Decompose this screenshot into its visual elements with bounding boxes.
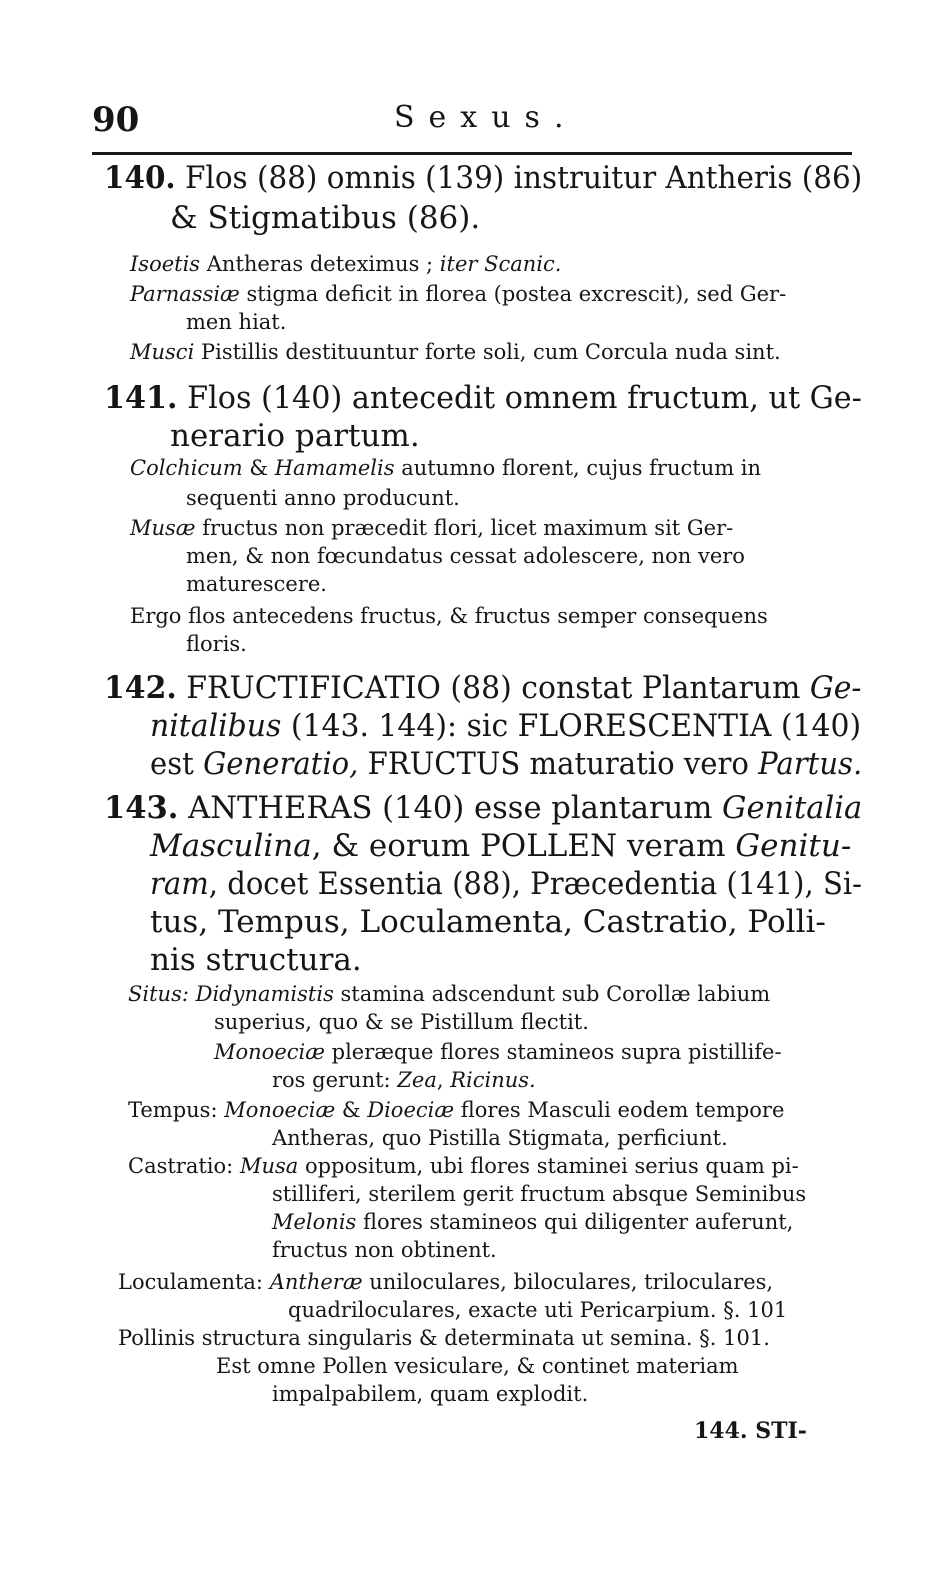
note-text: ros gerunt: xyxy=(272,1068,398,1092)
note-text: Antheras deteximus ; xyxy=(200,252,440,276)
paragraph-text: ANTHERAS (140) esse plantarum xyxy=(188,790,723,826)
note-label: Castratio: xyxy=(128,1154,234,1178)
note-term: Parnassiæ xyxy=(130,282,240,306)
paragraph-number: 140. xyxy=(104,160,176,196)
note-label: Loculamenta: xyxy=(118,1270,264,1294)
paragraph-text: , docet Essentia (88), Præcedentia (141), Si- xyxy=(208,866,862,902)
note-text: oppositum, ubi flores staminei serius quam pi- xyxy=(298,1154,799,1178)
paragraph-141-line-1 xyxy=(104,380,862,416)
note-label: Pollinis xyxy=(118,1326,196,1350)
note-line: Ergo flos antecedens fructus, & fructus semper consequens xyxy=(130,604,768,628)
note-text: pleræque flores stamineos supra pistillife- xyxy=(324,1040,782,1064)
running-title: Sexus. xyxy=(394,100,578,135)
paragraph-142-line-3 xyxy=(150,746,862,782)
note-line xyxy=(130,282,786,306)
note-line xyxy=(130,252,561,276)
note-term: Didynamistis xyxy=(195,982,334,1006)
paragraph-term: Genitalia xyxy=(722,790,863,826)
note-text: & xyxy=(242,456,275,480)
note-term: Antheræ xyxy=(269,1270,363,1294)
page-number: 90 xyxy=(92,100,140,140)
paragraph-143-line-2 xyxy=(150,828,851,864)
paragraph-number: 141. xyxy=(104,380,178,416)
paragraph-term: ram xyxy=(150,866,209,902)
paragraph-141-line-2: nerario partum. xyxy=(170,418,420,454)
note-text: Pistillis destituuntur forte soli, cum Corcula nuda sint. xyxy=(194,340,781,364)
note-term: Musæ xyxy=(130,516,196,540)
note-text: & xyxy=(335,1098,368,1122)
note-line xyxy=(272,1210,793,1234)
note-term: Monoeciæ xyxy=(214,1040,325,1064)
note-line xyxy=(272,1068,536,1092)
note-term: Colchicum xyxy=(130,456,243,480)
page-header xyxy=(92,100,852,148)
paragraph-143-line-1 xyxy=(104,790,862,826)
note-term: Musa xyxy=(239,1154,299,1178)
paragraph-text: FRUCTIFICATIO (88) constat Plantarum xyxy=(186,670,810,706)
paragraph-number: 142. xyxy=(104,670,177,706)
note-line xyxy=(214,1040,782,1064)
paragraph-term: Generatio, xyxy=(203,746,359,782)
catchword: 144. STI- xyxy=(694,1418,807,1444)
header-rule xyxy=(92,152,852,155)
note-term: Hamamelis xyxy=(274,456,395,480)
note-term: Dioeciæ xyxy=(367,1098,455,1122)
note-term: Ricinus. xyxy=(450,1068,536,1092)
paragraph-text: (143. 144): sic FLORESCENTIA (140) xyxy=(281,708,862,744)
note-term: Melonis xyxy=(272,1210,357,1234)
paragraph-text: Flos (88) omnis (139) instruitur Antheris (86) xyxy=(185,160,863,196)
note-line: fructus non obtinent. xyxy=(272,1238,497,1262)
note-line: men, & non fœcundatus cessat adolescere, non vero xyxy=(186,544,745,568)
paragraph-140-line-2: & Stigmatibus (86). xyxy=(170,200,481,236)
note-text: autumno florent, cujus fructum in xyxy=(394,456,762,480)
paragraph-142-line-2 xyxy=(150,708,861,744)
note-line xyxy=(118,1270,773,1294)
note-line xyxy=(130,340,781,364)
note-line: stilliferi, sterilem gerit fructum absque Seminibus xyxy=(272,1182,807,1206)
paragraph-term: nitalibus xyxy=(150,708,282,744)
note-text: flores stamineos qui diligenter auferunt, xyxy=(356,1210,794,1234)
note-line: men hiat. xyxy=(186,310,287,334)
paragraph-143-line-4: tus, Tempus, Loculamenta, Castratio, Polli- xyxy=(150,904,826,940)
note-line: quadriloculares, exacte uti Pericarpium. §. 101 xyxy=(288,1298,788,1322)
note-line xyxy=(130,516,733,540)
note-text: stamina adscendunt sub Corollæ labium xyxy=(333,982,771,1006)
paragraph-text: est xyxy=(150,746,204,782)
note-text: structura singularis & determinata ut semina. §. 101. xyxy=(195,1326,770,1350)
paragraph-142-line-1 xyxy=(104,670,861,706)
note-line xyxy=(130,456,761,480)
note-label: Situs: xyxy=(128,982,189,1006)
note-term: Monoeciæ xyxy=(224,1098,336,1122)
note-term: Zea xyxy=(397,1068,437,1092)
note-line: Antheras, quo Pistilla Stigmata, perficiunt. xyxy=(272,1126,728,1150)
note-line xyxy=(128,982,770,1006)
note-text: flores Masculi eodem tempore xyxy=(454,1098,785,1122)
note-line: maturescere. xyxy=(186,572,327,596)
note-text: , xyxy=(436,1068,451,1092)
note-text: stigma deficit in florea (postea excrescit), sed Ger- xyxy=(239,282,787,306)
paragraph-number: 143. xyxy=(104,790,179,826)
note-label: Tempus: xyxy=(128,1098,218,1122)
note-line: floris. xyxy=(186,632,247,656)
note-line xyxy=(128,1098,784,1122)
note-text: fructus non præcedit flori, licet maximum sit Ger- xyxy=(195,516,734,540)
note-line: sequenti anno producunt. xyxy=(186,486,460,510)
note-line xyxy=(118,1326,770,1350)
note-line: impalpabilem, quam explodit. xyxy=(272,1382,589,1406)
note-reference: iter Scanic. xyxy=(439,252,562,276)
note-text: uniloculares, biloculares, triloculares, xyxy=(362,1270,774,1294)
paragraph-140-line-1 xyxy=(104,160,862,196)
paragraph-text: Flos (140) antecedit omnem fructum, ut Ge- xyxy=(187,380,862,416)
paragraph-term: Masculina xyxy=(150,828,312,864)
note-line: Est omne Pollen vesiculare, & continet materiam xyxy=(216,1354,739,1378)
note-term: Musci xyxy=(130,340,195,364)
paragraph-term: Ge- xyxy=(809,670,862,706)
note-line: superius, quo & se Pistillum flectit. xyxy=(214,1010,589,1034)
paragraph-term: Genitu- xyxy=(735,828,852,864)
paragraph-term: Partus. xyxy=(758,746,863,782)
note-line xyxy=(128,1154,799,1178)
paragraph-143-line-5: nis structura. xyxy=(150,942,362,978)
paragraph-143-line-3 xyxy=(150,866,862,902)
paragraph-text: , & eorum POLLEN veram xyxy=(311,828,736,864)
note-term: Isoetis xyxy=(130,252,201,276)
paragraph-text: FRUCTUS maturatio vero xyxy=(358,746,759,782)
